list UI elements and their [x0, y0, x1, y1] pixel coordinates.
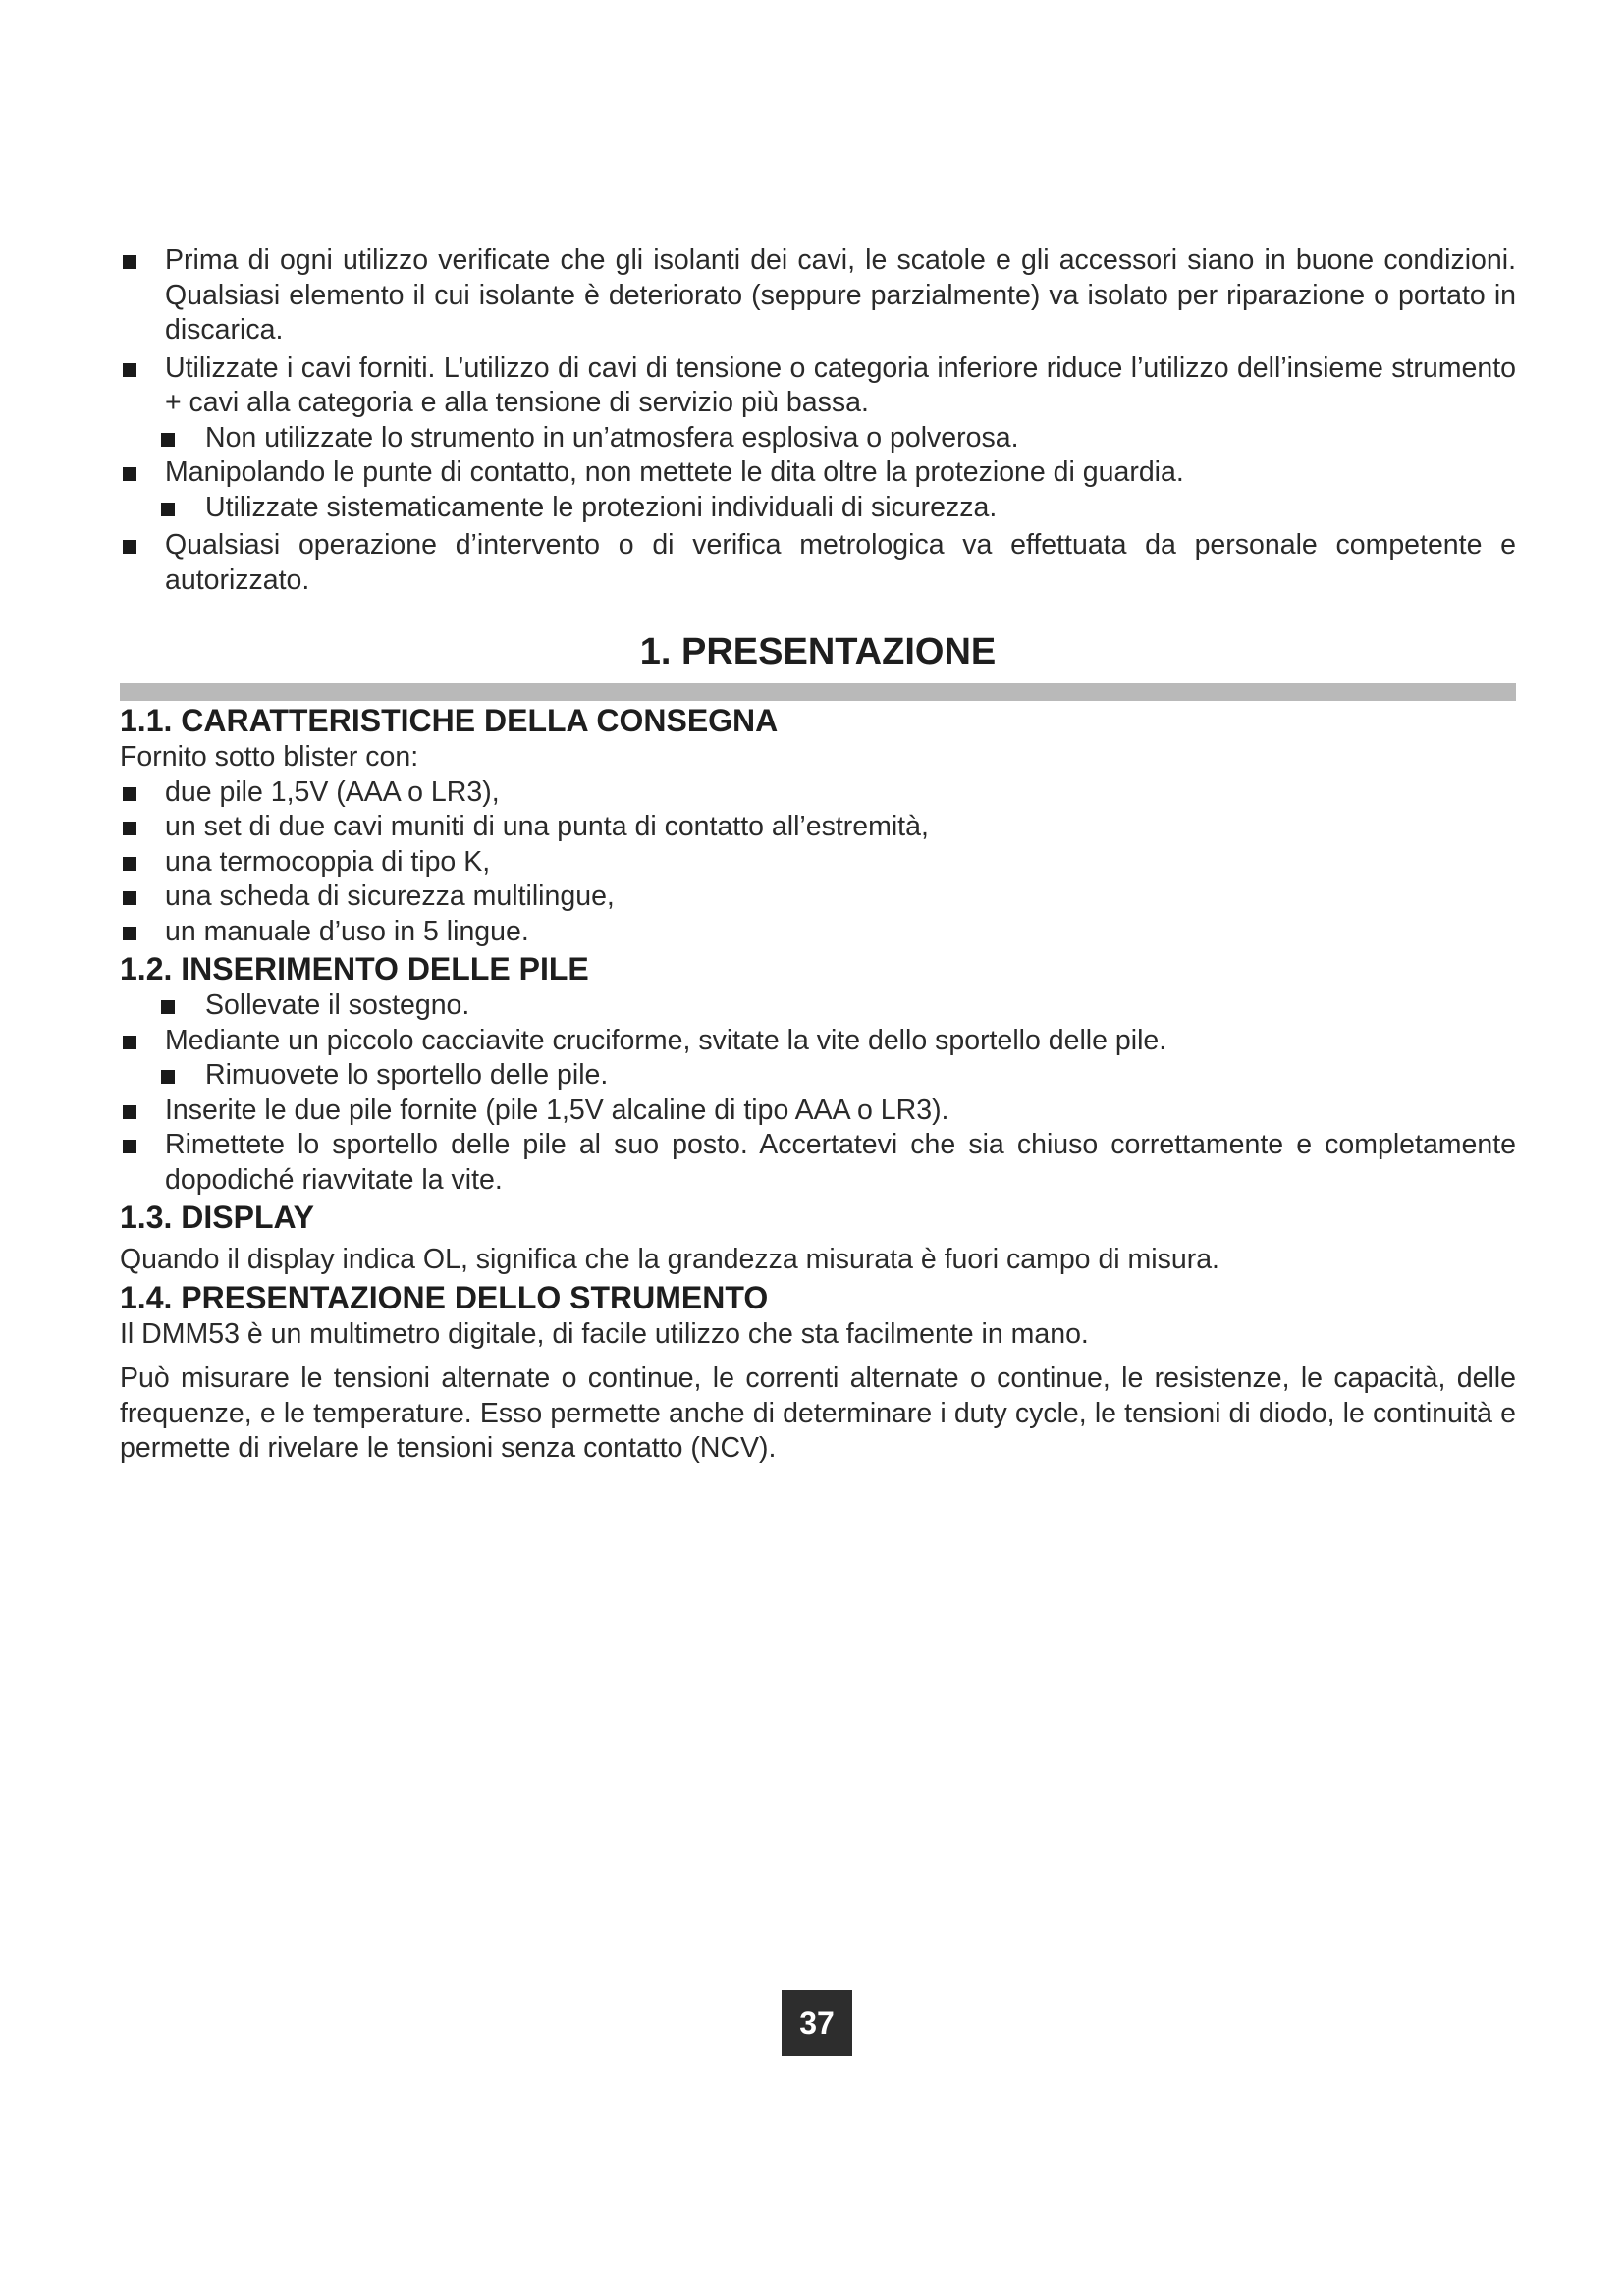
list-item: una scheda di sicurezza multilingue, — [120, 880, 1516, 915]
safety-bullet-list — [120, 243, 1516, 598]
list-item: Mediante un piccolo cacciavite cruciforme, svitate la vite dello sportello delle pile. — [120, 1024, 1516, 1059]
list-item: Utilizzate sistematicamente le protezioni individuali di sicurezza. — [120, 491, 1516, 526]
list-item: Utilizzate i cavi forniti. L’utilizzo di cavi di tensione o categoria inferiore riduce l’utilizzo dell’insieme strumento + cavi alla categoria e alla tensione di servizio più bassa. — [120, 351, 1516, 421]
instrument-paragraph-1: Il DMM53 è un multimetro digitale, di facile utilizzo che sta facilmente in mano. — [120, 1317, 1089, 1350]
list-item: Non utilizzate lo strumento in un’atmosfera esplosiva o polverosa. — [120, 421, 1516, 456]
list-item: una termocoppia di tipo K, — [120, 845, 1516, 881]
list-item: un set di due cavi muniti di una punta di contatto all’estremità, — [120, 810, 1516, 845]
list-item: Sollevate il sostegno. — [120, 988, 1516, 1024]
list-item: Rimuovete lo sportello delle pile. — [120, 1058, 1516, 1094]
page-content — [120, 243, 1516, 1467]
page-number: 37 — [782, 1990, 852, 2056]
display-paragraph: Quando il display indica OL, significa che la grandezza misurata è fuori campo di misura. — [120, 1244, 1219, 1275]
battery-steps-list — [120, 988, 1516, 1198]
list-item: Qualsiasi operazione d’intervento o di verifica metrologica va effettuata da personale competente e autorizzato. — [120, 528, 1516, 598]
list-item: Prima di ogni utilizzo verificate che gli isolanti dei cavi, le scatole e gli accessori siano in buone condizioni. Qualsiasi elemento il cui isolante è deteriorato (seppure parzialmente) va isolato per riparazione o portato in discarica. — [120, 243, 1516, 348]
section-title-1-1: 1.1. CARATTERISTICHE DELLA CONSEGNA — [120, 703, 779, 738]
instrument-paragraph-2: Può misurare le tensioni alternate o continue, le correnti alternate o continue, le resistenze, le capacità, delle frequenze, e le temperature. Esso permette anche di determinare i duty cycle, le tensioni di diodo, le continuità e permette di rivelare le tensioni senza contatto (NCV). — [120, 1362, 1516, 1464]
list-item: Manipolando le punte di contatto, non mettete le dita oltre la protezione di guardia. — [120, 455, 1516, 491]
section-title-1-4: 1.4. PRESENTAZIONE DELLO STRUMENTO — [120, 1279, 769, 1315]
chapter-title: 1. PRESENTAZIONE — [639, 631, 997, 672]
section-title-1-2: 1.2. INSERIMENTO DELLE PILE — [120, 951, 589, 987]
list-item: due pile 1,5V (AAA o LR3), — [120, 775, 1516, 811]
list-item: un manuale d’uso in 5 lingue. — [120, 915, 1516, 950]
section-title-1-3: 1.3. DISPLAY — [120, 1200, 315, 1235]
list-item: Rimettete lo sportello delle pile al suo posto. Accertatevi che sia chiuso correttamente e completamente dopodiché riavvitate la vite. — [120, 1128, 1516, 1198]
list-item: Inserite le due pile fornite (pile 1,5V alcaline di tipo AAA o LR3). — [120, 1094, 1516, 1129]
section-intro: Fornito sotto blister con: — [120, 741, 419, 773]
delivery-list — [120, 775, 1516, 950]
chapter-divider — [120, 683, 1516, 701]
